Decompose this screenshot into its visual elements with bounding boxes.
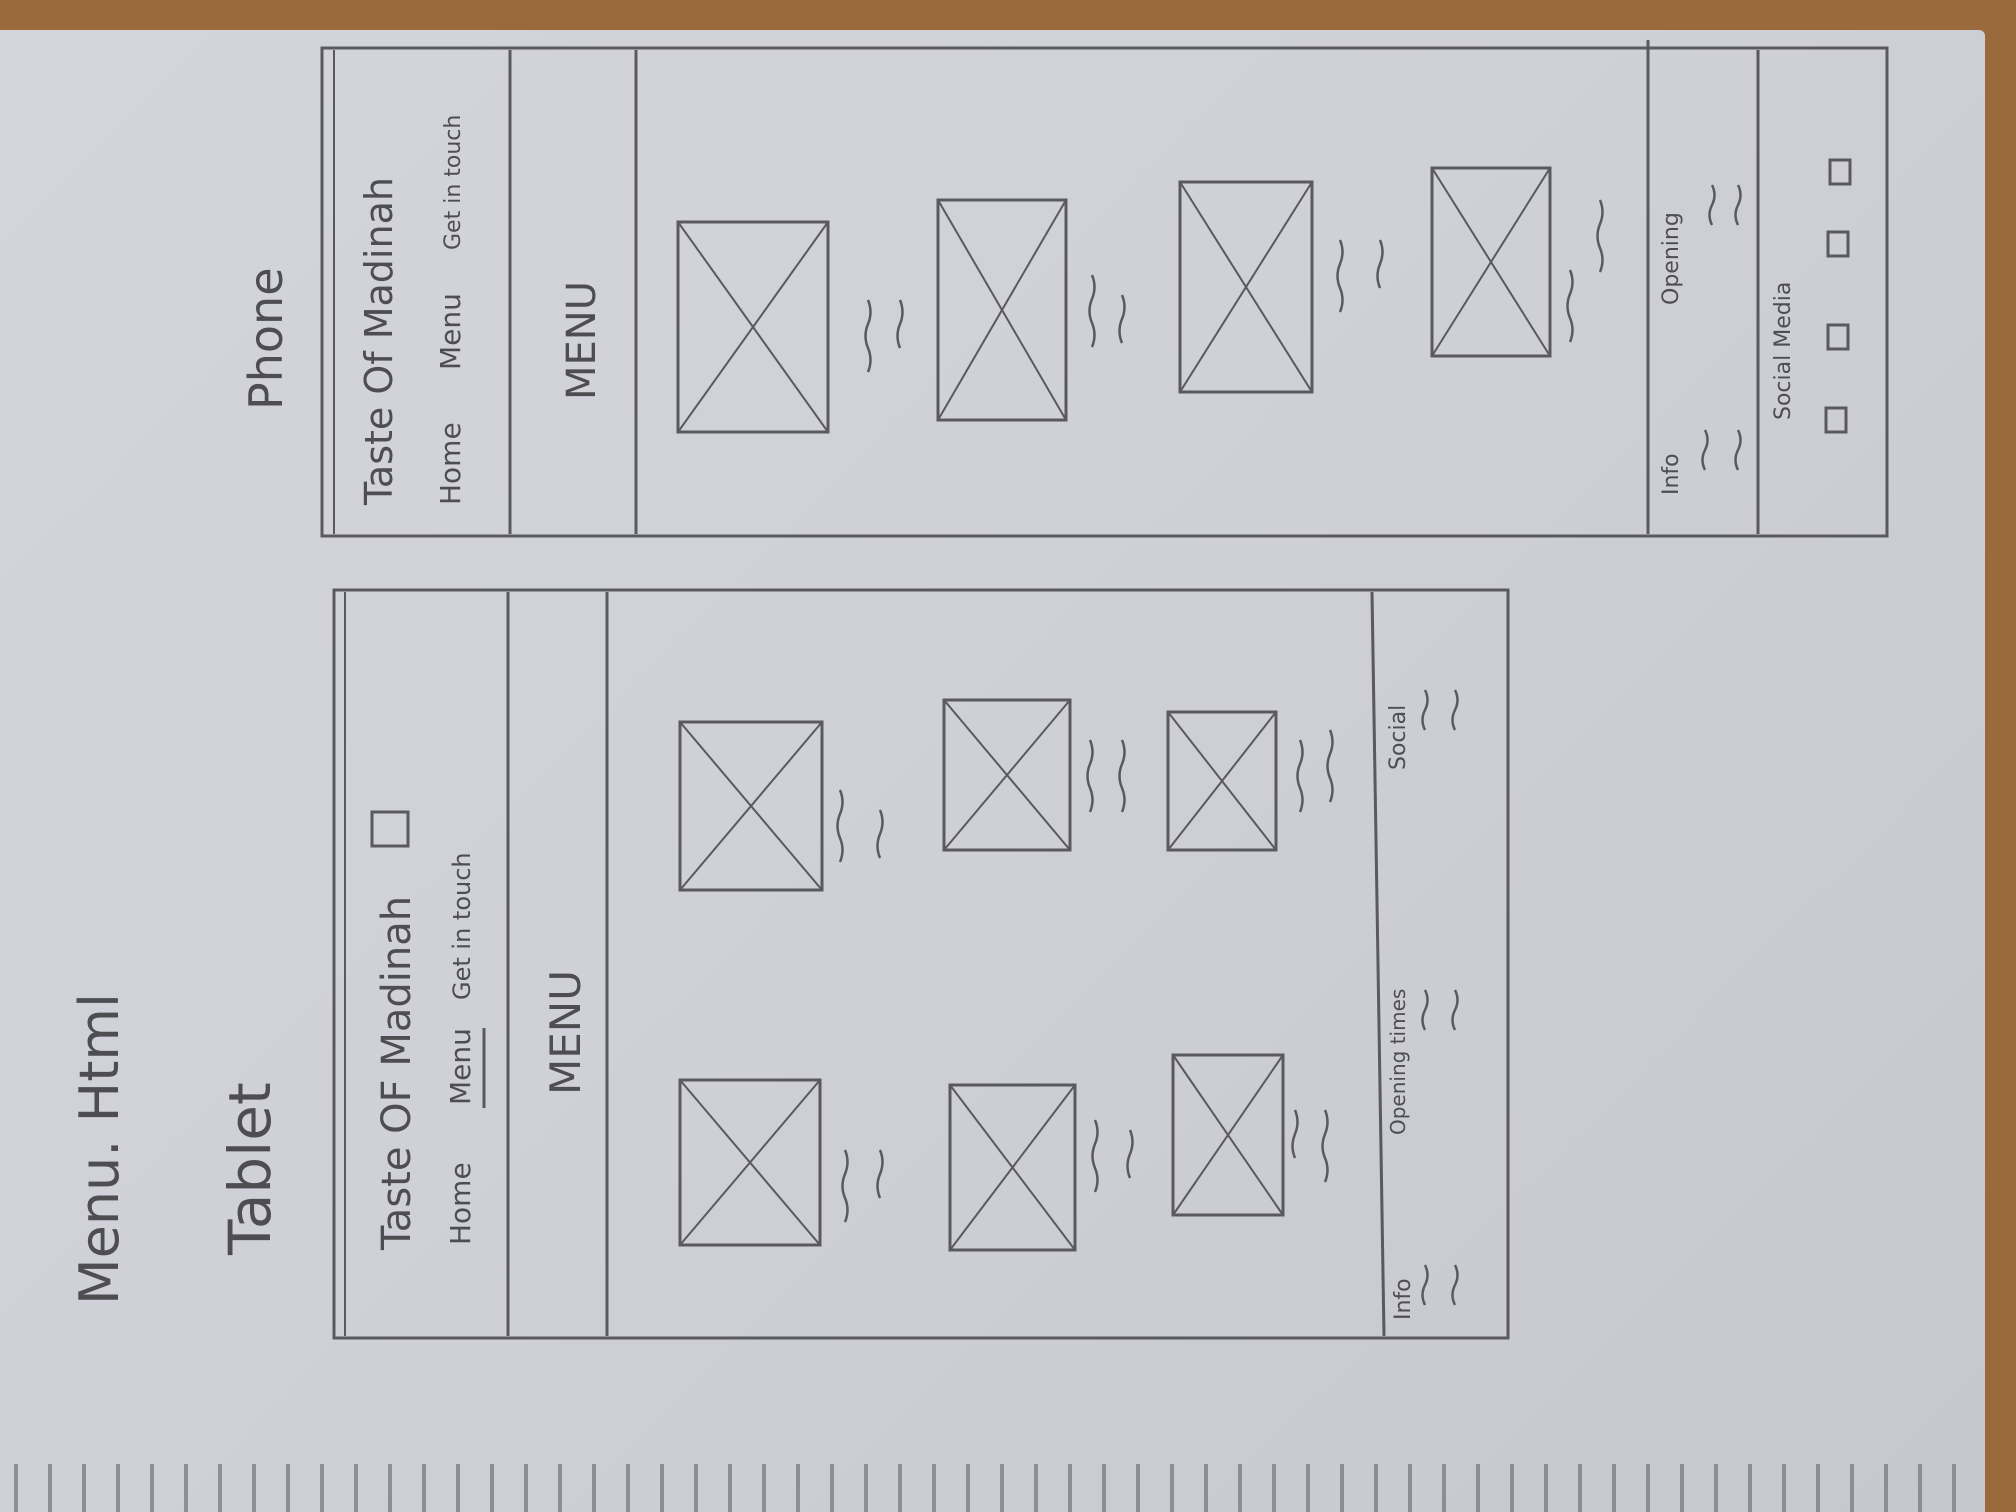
page-title: Menu. Html [68,993,131,1305]
phone-nav-menu[interactable]: Menu [434,293,467,370]
social-icon[interactable] [1828,232,1848,256]
tablet-site-title: Taste OF Madinah [374,895,420,1250]
tablet-nav-menu[interactable]: Menu [444,1028,477,1105]
phone-footer-opening: Opening [1659,212,1684,305]
tablet-section-title: MENU [541,970,590,1095]
tablet-menu-item [1168,712,1333,850]
social-icon[interactable] [1826,408,1846,432]
phone-menu-item [938,200,1125,420]
tablet-menu-item [1173,1055,1328,1215]
phone-menu-item [1432,168,1603,356]
phone-footer-info: Info [1659,453,1684,495]
phone-nav-home[interactable]: Home [434,422,467,505]
phone-wireframe [322,40,1887,536]
tablet-nav-contact[interactable]: Get in touch [448,852,476,1000]
phone-menu-item [1180,182,1383,392]
tablet-menu-item [680,722,883,890]
phone-social-label: Social Media [1771,281,1796,420]
tablet-menu-item [944,700,1125,850]
tablet-footer-social: Social [1386,704,1411,770]
tablet-nav-home[interactable]: Home [444,1162,477,1245]
tablet-logo-icon [372,812,408,846]
phone-site-title: Taste Of Madinah [357,177,401,505]
tablet-wireframe [334,590,1508,1338]
phone-frame [322,48,1887,536]
tablet-menu-item [680,1080,883,1245]
phone-section-title: MENU [559,281,605,400]
tablet-footer-opening: Opening times [1386,988,1410,1135]
tablet-label: Tablet [216,1082,284,1255]
social-icon[interactable] [1830,160,1850,184]
tablet-menu-item [950,1085,1133,1250]
tablet-footer-info: Info [1391,1278,1416,1320]
phone-menu-item [678,222,903,432]
tablet-footer-divider [1372,592,1384,1336]
social-icon[interactable] [1828,325,1848,349]
phone-nav-contact[interactable]: Get in touch [441,114,466,250]
phone-label: Phone [239,267,293,410]
tablet-frame [334,590,1508,1338]
